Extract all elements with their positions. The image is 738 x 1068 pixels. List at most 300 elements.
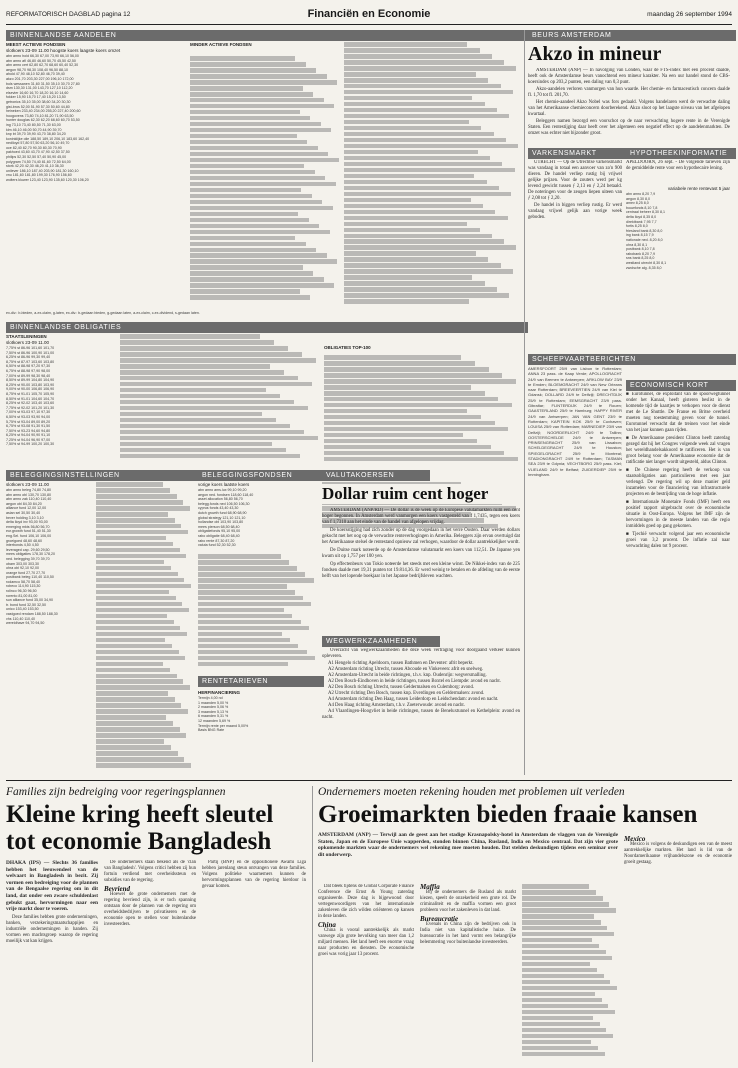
groeimarkten-headline: Groeimarkten bieden fraaie kansen — [318, 801, 698, 828]
mortgage-row: delta lloyd 8,35 8,0 — [626, 214, 657, 219]
groeimarkten-lead: AMSTERDAM (ANP) — Terwijl aan de geest aan het stadige Krasnapolsky-hotel in Amsterdam de vlaggen van de Verenigde Staten, Japan en de Europese Unie wapperden, stonden binnen China, Rusland, India en Mexico centraal. Dat zijn vier grote opkomende markten waar de ondernemers wel rekening mee moeten houden. Dat stelden deskundigen tijdens een seminar over dit onderwerp. — [318, 832, 618, 858]
text-line — [198, 572, 305, 577]
text-line — [344, 186, 499, 191]
obligaties-table — [6, 334, 116, 462]
text-line — [96, 650, 179, 655]
groeimarkten-col3 — [624, 836, 732, 1060]
text-line — [96, 482, 163, 487]
text-line — [120, 442, 272, 447]
stock-row: heineken 233,40 234,00 255,20 227,40 200,60 — [6, 109, 81, 114]
text-line — [96, 554, 186, 559]
text-line — [120, 412, 262, 417]
obl-col-vorige: 23-09 — [25, 340, 37, 345]
bf-col-vorige: vorige koers — [198, 482, 223, 487]
text-line — [324, 433, 463, 438]
fund-row: interbonds 4,50 4,50 — [6, 543, 39, 548]
text-line — [96, 578, 184, 583]
bangladesh-p1: Deze families hebben grote ondernemingen, banken, verzekeringsmaatschappijen en industriële ondernemingen in handen. Zij vormen een machtsgroep waarop de regering moeilijk vat kan krijgen. — [6, 914, 98, 944]
fund-row: robeco 114,90 115,30 — [6, 584, 41, 589]
text-line — [96, 626, 180, 631]
groeimarkten-sub-maffia: Maffia — [420, 884, 440, 891]
text-line — [190, 104, 334, 109]
text-line — [344, 120, 469, 125]
section-header-valutakoersen: VALUTAKOERSEN — [322, 470, 430, 481]
mortgage-row: ohra 8,30 8,1 — [626, 242, 648, 247]
ek-p1: ■ Eurotunnel, de exploitant van de spoorwegtunnel onder het Kanaal, heeft gisteren beslist in de komende tijd de kaartjes te verkopen voor de dienst met de Le Shuttle. De Franse en Britse overheid moeten nog toestemming geven voor de tunnel. Eurotunnel verwacht dat de treinen voor het einde van het jaar kunnen gaan rijden. — [626, 392, 730, 433]
section-header-wegwerk: WEGWERKZAAMHEDEN — [322, 636, 440, 647]
text-line — [190, 152, 328, 157]
stock-row: aegon 98,70 98,30 108,40 96,50 88,10 — [6, 67, 68, 72]
text-line — [344, 66, 516, 71]
economisch-kort-article — [626, 392, 730, 772]
text-line — [190, 62, 306, 67]
bond-row: 6,25% st 86-96 99,30 99,40 — [6, 355, 51, 360]
text-line — [198, 662, 288, 667]
text-line — [522, 1022, 600, 1027]
stock-row: unilever 186,10 187,40 203,90 181,30 160,10 — [6, 168, 79, 173]
text-line — [190, 80, 337, 85]
bond-row: 5,75% st 93-04 89,00 89,20 — [6, 419, 51, 424]
text-line — [96, 494, 177, 499]
text-line — [198, 620, 301, 625]
fund-row: obligatiefonds 95,10 95,00 — [198, 529, 241, 534]
text-line — [96, 524, 181, 529]
fund-row: tr. bond fund 32,50 32,50 — [6, 602, 46, 607]
fund-row: sun alliance fund 35,00 34,90 — [6, 598, 53, 603]
section-title: Financiën en Economie — [307, 8, 431, 20]
text-line — [120, 364, 270, 369]
masthead — [6, 6, 732, 25]
bangladesh-p3: Hoewel de grote ondernemers met de regering bevriend zijn, is er toch spanning ontstaan door de plannen van de regering om overheidsbedrijven te privatiseren en de economie open te stellen voor buitenlandse investeerders. — [104, 892, 196, 927]
text-line — [190, 164, 304, 169]
mortgage-row: friesland bank 8,30 8,0 — [626, 228, 663, 233]
text-line — [190, 188, 301, 193]
stock-row: polygram 74,50 74,40 81,60 72,50 64,00 — [6, 159, 71, 164]
roadwork-item: A4 Den Haag richting Amsterdam, t.h.v. Zoeterwoude: avond en nacht. — [328, 703, 465, 708]
text-line — [344, 54, 492, 59]
valuta-p2: De koersstijging had zich zonder op de dag voorgedaan in het verre Oosten. Daar werden dollars gekocht met het oog op de verwachte renteverhogingen in Amerika. Beleggers zijn ervan overtuigd dat het Amerikaanse stelsel de rentestand opnieuw zal verhogen, waardoor de dollar aantrekkelijker wordt. — [322, 528, 520, 545]
text-line — [190, 110, 300, 115]
aandelen-table — [6, 42, 186, 310]
text-line — [324, 409, 467, 414]
fund-row: emerging mkts 56,80 56,70 — [6, 524, 50, 529]
groeimarkten-p2: China is vooral aantrekkelijk als markt vanwege zijn grote bevolking van meer dan 1,2 miljard mensen. Het land heeft een enorme vraag naar producten en diensten. De economische groei was vorig jaar 13 procent. — [318, 928, 414, 957]
roadwork-item: A4 Vlaardingen-Hoogvliet in beide richtingen, tussen de Beneluxtunnel en Kethelplein: avond en nacht. — [322, 709, 520, 720]
ek-p5: ■ Tjechië verwacht volgend jaar een economische groei van 3,2 procent. De inflatie zal naar verwachting dalen tot 9 procent. — [626, 532, 730, 549]
text-line — [190, 200, 322, 205]
col-slotkoers: slotkoers — [6, 48, 25, 53]
text-line — [120, 430, 304, 435]
text-line — [522, 992, 595, 997]
text-line — [198, 590, 295, 595]
text-line — [344, 84, 501, 89]
obligaties-top100-title: OBLIGATIES TOP-100 — [324, 345, 371, 350]
groeimarkten-p1: Dat bleek tijdens de Global Corporate Finance Conference die Ernst & Young zaterdag organiseerde. Deze dag is bijgewoond door vertegenwoordigers van het internationale zakenleven die zich wilden oriënteren op kansen in deze landen. — [318, 884, 414, 919]
ek-p3: ■ De Chinese regering heeft de verkoop van staatsobligaties aan particulieren met een jaar verlengd. De regering wil op deze manier geld inzamelen voor de financiering van infrastructurele projecten en de bestrijding van de hoge inflatie. — [626, 468, 730, 497]
aandelen-rows — [6, 54, 186, 183]
fund-row: eur.growth fund 51,40 51,30 — [6, 529, 51, 534]
text-line — [344, 234, 492, 239]
obl-col-laatste: 11.00 — [38, 340, 49, 345]
stock-row: philips 52,30 52,50 57,40 50,90 45,00 — [6, 155, 67, 160]
text-line — [522, 944, 599, 949]
mortgage-row: amev 8,25 8,0 — [626, 201, 649, 206]
section-header-scheepvaart: SCHEEPVAARTBERICHTEN — [528, 354, 736, 365]
fund-row: belegg.fonds ned 106,50 106,30 — [198, 501, 250, 506]
bangladesh-col2 — [104, 860, 196, 1060]
stock-row: akzo 201,70 203,30 227,00 196,10 172,00 — [6, 76, 74, 81]
text-line — [96, 751, 178, 756]
text-line — [96, 668, 170, 673]
text-line — [522, 968, 597, 973]
beleggingsinstellingen-rows — [6, 488, 92, 626]
text-line — [344, 156, 490, 161]
text-line — [190, 122, 321, 127]
text-line — [324, 457, 518, 462]
text-line — [344, 192, 511, 197]
text-line — [120, 352, 302, 357]
rate-row: 2 maanden 5,06 % — [198, 705, 229, 710]
bi-col-laatste: 11.00 — [38, 482, 49, 487]
text-line — [522, 1028, 606, 1033]
text-line — [344, 168, 515, 173]
text-line — [344, 126, 481, 131]
text-line — [344, 60, 504, 65]
text-line — [190, 98, 324, 103]
ek-p2: ■ De Amerikaanse president Clinton heeft zaterdag gezegd dat hij het Congres volgende week zal vragen het wereldhandelsakkoord te ratificeren. Het is van groot belang voor de Amerikaanse economie dat de ratificatie niet langer wordt uitgesteld, aldus Clinton. — [626, 436, 730, 465]
text-line — [522, 914, 594, 919]
text-line — [96, 745, 171, 750]
text-line — [96, 500, 183, 505]
rentetarieven-table — [198, 690, 316, 772]
hyp-col-rentevast: rentevast 5 jaar — [698, 186, 730, 191]
bangladesh-kicker: Families zijn bedreiging voor regeringsplannen — [6, 786, 226, 798]
fund-row: ned. belegging 39,70 39,70 — [6, 556, 50, 561]
stock-row: hoogovens 73,80 74,10 81,20 71,90 63,50 — [6, 113, 74, 118]
obligaties-rows — [6, 346, 116, 447]
wegwerk-article — [322, 648, 520, 774]
text-line — [96, 685, 190, 690]
text-line — [190, 176, 325, 181]
bottom-column-divider — [312, 786, 313, 1062]
text-line — [522, 986, 617, 991]
fund-row: dutch growth fund 68,90 68,90 — [198, 510, 247, 515]
mortgage-row: fortis 8,25 8,0 — [626, 224, 648, 229]
text-line — [190, 68, 316, 73]
text-line — [198, 554, 281, 559]
rate-row: Termijn rente per maand 5,00% — [198, 723, 249, 728]
text-line — [198, 602, 311, 607]
roadwork-item: A4 Amsterdam richting Den Haag, tussen Leiderdorp en Leidschendam: avond en nacht. — [328, 697, 499, 702]
text-line — [522, 1052, 605, 1057]
hyp-col-rente: variabele rente — [667, 186, 698, 191]
text-line — [344, 257, 488, 262]
groeimarkten-p3: Bij de ondernemers die Rusland als markt kiezen, speelt de onzekerheid een grote rol. De criminaliteit en de maffia vormen een groot probleem voor het zakenleven in dat land. — [420, 890, 516, 913]
text-line — [522, 962, 590, 967]
roadwork-item: A1 Hengelo richting Apeldoorn, tussen Bathmen en Deventer: afrit beperkt. — [328, 661, 474, 666]
bi-col-vorige: 23-09 — [25, 482, 37, 487]
roadwork-item: A2 Den Bosch richting Utrecht, tussen Geldermalsen en Culemborg: avond. — [328, 685, 475, 690]
fund-row: groeigoed 48,60 48,60 — [6, 538, 42, 543]
text-line — [198, 638, 290, 643]
text-line — [198, 614, 292, 619]
text-line — [344, 222, 467, 227]
text-line — [344, 102, 485, 107]
text-line — [190, 128, 331, 133]
stock-row: getronics 35,10 35,00 38,60 34,20 30,30 — [6, 99, 71, 104]
rate-row: Termijn 4,00 nd — [198, 696, 223, 700]
text-line — [96, 572, 178, 577]
text-line — [324, 415, 481, 420]
text-line — [96, 584, 191, 589]
text-line — [190, 277, 324, 282]
stock-row: abn amro hold 66,30 67,00 73,90 66,10 56,00 — [6, 54, 79, 58]
obl-col-slotkoers: slotkoers — [6, 340, 25, 345]
text-line — [120, 334, 260, 339]
text-line — [344, 96, 472, 101]
fund-row: unico 153,40 153,50 — [6, 607, 39, 612]
fund-row: bever holding 3,10 3,10 — [6, 515, 44, 520]
text-line — [96, 602, 182, 607]
hypotheek-intro: APELDOORN, 26 sept. - De volgende tarieven zijn de gemiddelde rente voor een hypothecaire lening. — [626, 160, 730, 171]
text-line — [190, 259, 337, 264]
roadwork-item: A2 Amsterdam richting Utrecht, tussen Abcoude en Vinkeveen: afrit en snelweg. — [328, 667, 484, 672]
text-line — [96, 512, 168, 517]
stock-listing-filler — [190, 56, 340, 306]
text-line — [344, 78, 488, 83]
col-omzet: omzet — [107, 48, 121, 53]
text-line — [522, 974, 604, 979]
roadwork-item: A2 Amsterdam-Utrecht in beide richtingen, t.h.v. knp. Oudenrijn: wegversmalling. — [328, 673, 487, 678]
text-line — [344, 263, 501, 268]
text-line — [324, 379, 516, 384]
fund-listing-filler — [96, 482, 192, 774]
groeimarkten-sub-china: China — [318, 921, 336, 929]
hypotheek-block — [626, 160, 730, 350]
text-line — [324, 355, 461, 360]
text-line — [190, 206, 333, 211]
text-line — [198, 656, 315, 661]
bond-row: 6,50% st 88-98 97,20 97,30 — [6, 364, 51, 369]
fund-row: aegon obl 84,30 84,20 — [6, 501, 42, 506]
groeimarkten-col1 — [318, 884, 414, 1060]
text-line — [190, 224, 319, 229]
text-line — [120, 388, 266, 393]
bond-row: 8,75% st 87-97 103,60 103,80 — [6, 359, 55, 364]
text-line — [190, 230, 330, 235]
fund-row: eng.Sel. fund 106,10 106,00 — [6, 533, 52, 538]
text-line — [344, 48, 480, 53]
beleggingsfondsen-rows — [198, 488, 316, 548]
stock-row: wolters kluwer 123,40 123,90 135,60 120,30 106,20 — [6, 178, 89, 183]
aandelen-subhead: MEEST ACTIEVE FONDSEN — [6, 42, 66, 47]
beleggingsinstellingen-more — [96, 482, 192, 774]
text-line — [120, 394, 280, 399]
mortgage-row: direktbank 7,95 7,7 — [626, 219, 657, 224]
text-line — [344, 108, 497, 113]
text-line — [120, 406, 308, 411]
col-laatste: 11.00 — [38, 48, 49, 53]
akzo-p2: Akzo-aandelen verloren vanmorgen van hun waarde. Het chemie- en farmaceutisch concern daalde fl. 1,70 tot fl. 201,70. — [528, 87, 730, 98]
text-line — [190, 56, 295, 61]
text-line — [344, 269, 513, 274]
text-line — [190, 248, 316, 253]
text-line — [344, 281, 485, 286]
text-line — [522, 908, 616, 913]
text-line — [190, 242, 306, 247]
text-line — [344, 180, 487, 185]
bond-row: 8,25% st 90-00 103,80 103,90 — [6, 382, 55, 387]
akzo-p3: Het chemie-aandeel Akzo Nobel was fors gedaald. Volgens handelaren werd de verwachte daling van het Amerikaanse chemieconcern doorberekend. Akzo sloot op het laagste niveau van het afgelopen kwartaal. — [528, 100, 730, 117]
text-line — [96, 488, 170, 493]
text-line — [190, 86, 303, 91]
section-header-economisch-kort: ECONOMISCH KORT — [626, 380, 736, 391]
text-line — [344, 150, 478, 155]
mortgage-row: westland utrecht 8,30 8,1 — [626, 260, 667, 265]
text-line — [120, 448, 286, 453]
fund-row: abn amro zak 110,40 110,40 — [6, 497, 52, 502]
bi-col-slotkoers: slotkoers — [6, 482, 25, 487]
bond-row: 7,75% st 86-96 101,60 101,70 — [6, 346, 55, 350]
aandelen-extra-columns — [344, 42, 520, 310]
text-line — [96, 542, 173, 547]
masthead-left: REFORMATORISCH DAGBLAD pagina 12 — [6, 11, 131, 18]
obligaties-subhead: STAATSLENINGEN — [6, 334, 47, 339]
section-header-beleggingsfondsen: BELEGGINGSFONDSEN — [198, 470, 324, 481]
text-line — [522, 1010, 615, 1015]
text-line — [344, 114, 509, 119]
bond-row: 7,25% st 94-04 96,90 97,00 — [6, 437, 51, 442]
text-line — [324, 421, 495, 426]
section-header-varkensmarkt: VARKENSMARKT — [528, 148, 626, 159]
stock-row: bols wessanen 31,60 31,50 35,10 30,70 27,80 — [6, 81, 80, 86]
fund-row: orange fund 27,70 27,70 — [6, 570, 46, 575]
bond-row: 8,50% st 91-01 104,60 104,70 — [6, 396, 55, 401]
fund-row: delta lloyd inv 93,00 93,00 — [6, 520, 48, 525]
rentetarieven-title: HERFINANCIERING — [198, 690, 241, 695]
fund-row: mees obligaties 178,30 178,20 — [6, 552, 55, 557]
fund-row: wereldhave 94,70 94,50 — [6, 621, 45, 626]
fund-row: vastgoed rendam 188,50 188,30 — [6, 612, 58, 617]
text-line — [120, 358, 316, 363]
roadwork-item: A2 Den Bosch-Eindhoven in beide richtingen, tussen Boxtel en Liempde: avond en nacht. — [328, 679, 501, 684]
mortgage-row: rabobank 8,20 7,9 — [626, 251, 655, 256]
col-vorige: 23-09 — [25, 48, 37, 53]
stock-row: ing 73,10 73,40 80,50 71,30 63,00 — [6, 122, 61, 127]
text-line — [96, 608, 189, 613]
bond-top100-filler — [324, 355, 520, 463]
text-line — [96, 763, 191, 768]
rentetarieven-rows — [198, 696, 316, 733]
text-line — [120, 424, 290, 429]
stock-row: knp bt 39,70 39,90 43,70 38,80 34,20 — [6, 132, 66, 137]
text-line — [324, 451, 504, 456]
text-line — [120, 382, 312, 387]
bond-row: 6,75% st 88-98 97,90 98,00 — [6, 368, 51, 373]
rate-row: 3 maanden 5,13 % — [198, 709, 229, 714]
fund-row: asset allocation 56,80 56,70 — [198, 497, 243, 502]
fund-row: abn amro ams.lux 99,10 99,20 — [198, 488, 247, 492]
rate-row: 6 maanden 5,31 % — [198, 714, 229, 719]
stock-row: dsm 130,30 131,00 143,70 127,10 112,20 — [6, 86, 73, 91]
text-line — [190, 194, 312, 199]
mortgage-row: aegon 8,30 8,0 — [626, 196, 650, 201]
bond-row: 7,00% st 89-99 98,30 98,40 — [6, 373, 51, 378]
text-line — [344, 299, 469, 304]
text-line — [96, 566, 171, 571]
text-line — [344, 216, 508, 221]
fund-row: cyprus fonds 43,40 43,30 — [198, 506, 239, 511]
akzo-p1: AMSTERDAM (ANP) — In navolging van Londen, waar de FTS-index met een procent daalde, heeft ook de Amsterdamse beurs vanochtend een mineur karakter. Na een uur handel stond de CBS-koersindex op 203,2 punten, een daling van 0,3 punt. — [528, 68, 730, 85]
text-line — [198, 584, 287, 589]
text-line — [344, 138, 506, 143]
text-line — [190, 271, 313, 276]
section-header-rentetarieven: RENTETARIEVEN — [198, 676, 324, 687]
groeimarkten-col-filler — [522, 884, 618, 1060]
section-header-beurs: BEURS AMSTERDAM — [528, 30, 736, 41]
bf-col-laatste: laatste koers — [223, 482, 250, 487]
hypotheek-rows — [626, 192, 730, 270]
text-line — [198, 596, 303, 601]
akzo-p4: Beleggers namen bezorgd een voorschot op de naar verwachting hogere rente in de Verenigde Staten. Een rentestijging daar heeft over het algemeen een negatief effect op de aandelenmarkten. De omzet was echter niet bijzonder groot. — [528, 119, 730, 136]
bond-row: 8,75% st 91-01 105,70 105,90 — [6, 391, 55, 396]
text-line — [96, 620, 174, 625]
text-line — [190, 283, 334, 288]
stock-row: pakhoed 43,60 43,70 47,90 42,50 37,50 — [6, 150, 70, 155]
text-line — [324, 391, 485, 396]
aandelen-subhead2: MINDER ACTIEVE FONDSEN — [190, 42, 252, 47]
stock-row: gist-bros 52,00 51,90 57,30 50,60 44,80 — [6, 104, 70, 109]
text-line — [522, 1046, 598, 1051]
col-laagste: laagste koers — [79, 48, 107, 53]
text-line — [96, 721, 173, 726]
text-line — [344, 228, 480, 233]
bond-row: 8,50% st 89-99 104,80 104,90 — [6, 378, 55, 383]
mortgage-row: abn amro 8,20 7,9 — [626, 192, 656, 196]
text-line — [344, 144, 518, 149]
fund-row: aegon ned. fondsen 118,60 118,40 — [198, 492, 254, 497]
bond-row: 8,25% st 92-02 103,40 103,60 — [6, 401, 55, 406]
bangladesh-p2: De ondernemers staan bekend als de 'clan van Bangladesh'. Volgens critici hebben zij hun fortuin verdiend met overheidssteun en subsidies van de regering. — [104, 860, 196, 883]
col-hoogste: hoogste koers — [50, 48, 79, 53]
text-line — [522, 1034, 613, 1039]
text-line — [190, 134, 297, 139]
text-line — [120, 340, 274, 345]
text-line — [120, 454, 300, 459]
fund-row: hollandse obl 103,90 103,80 — [198, 520, 244, 525]
text-line — [198, 608, 284, 613]
text-line — [522, 926, 607, 931]
bangladesh-subhead: Bevriend — [104, 885, 131, 893]
akzo-headline: Akzo in mineur — [528, 43, 662, 65]
fund-row: asian sel 30,50 30,40 — [6, 510, 41, 515]
text-line — [344, 174, 474, 179]
text-line — [522, 980, 610, 985]
text-line — [190, 253, 327, 258]
text-line — [120, 436, 318, 441]
text-line — [96, 662, 163, 667]
text-line — [344, 198, 471, 203]
fund-row: mees pierson 68,50 68,40 — [198, 524, 240, 529]
rate-row: 12 maanden 5,69 % — [198, 718, 231, 723]
stock-listing-filler-2 — [344, 42, 520, 310]
rate-row: Basis BNG Rate — [198, 728, 225, 733]
mortgage-row: sns bank 8,25 8,0 — [626, 256, 655, 261]
text-line — [190, 116, 310, 121]
stock-row: koninklijke olie 188,50 189,10 206,10 183,60 162,40 — [6, 136, 90, 141]
text-line — [344, 275, 472, 280]
masthead-date: maandag 26 september 1994 — [647, 11, 732, 18]
